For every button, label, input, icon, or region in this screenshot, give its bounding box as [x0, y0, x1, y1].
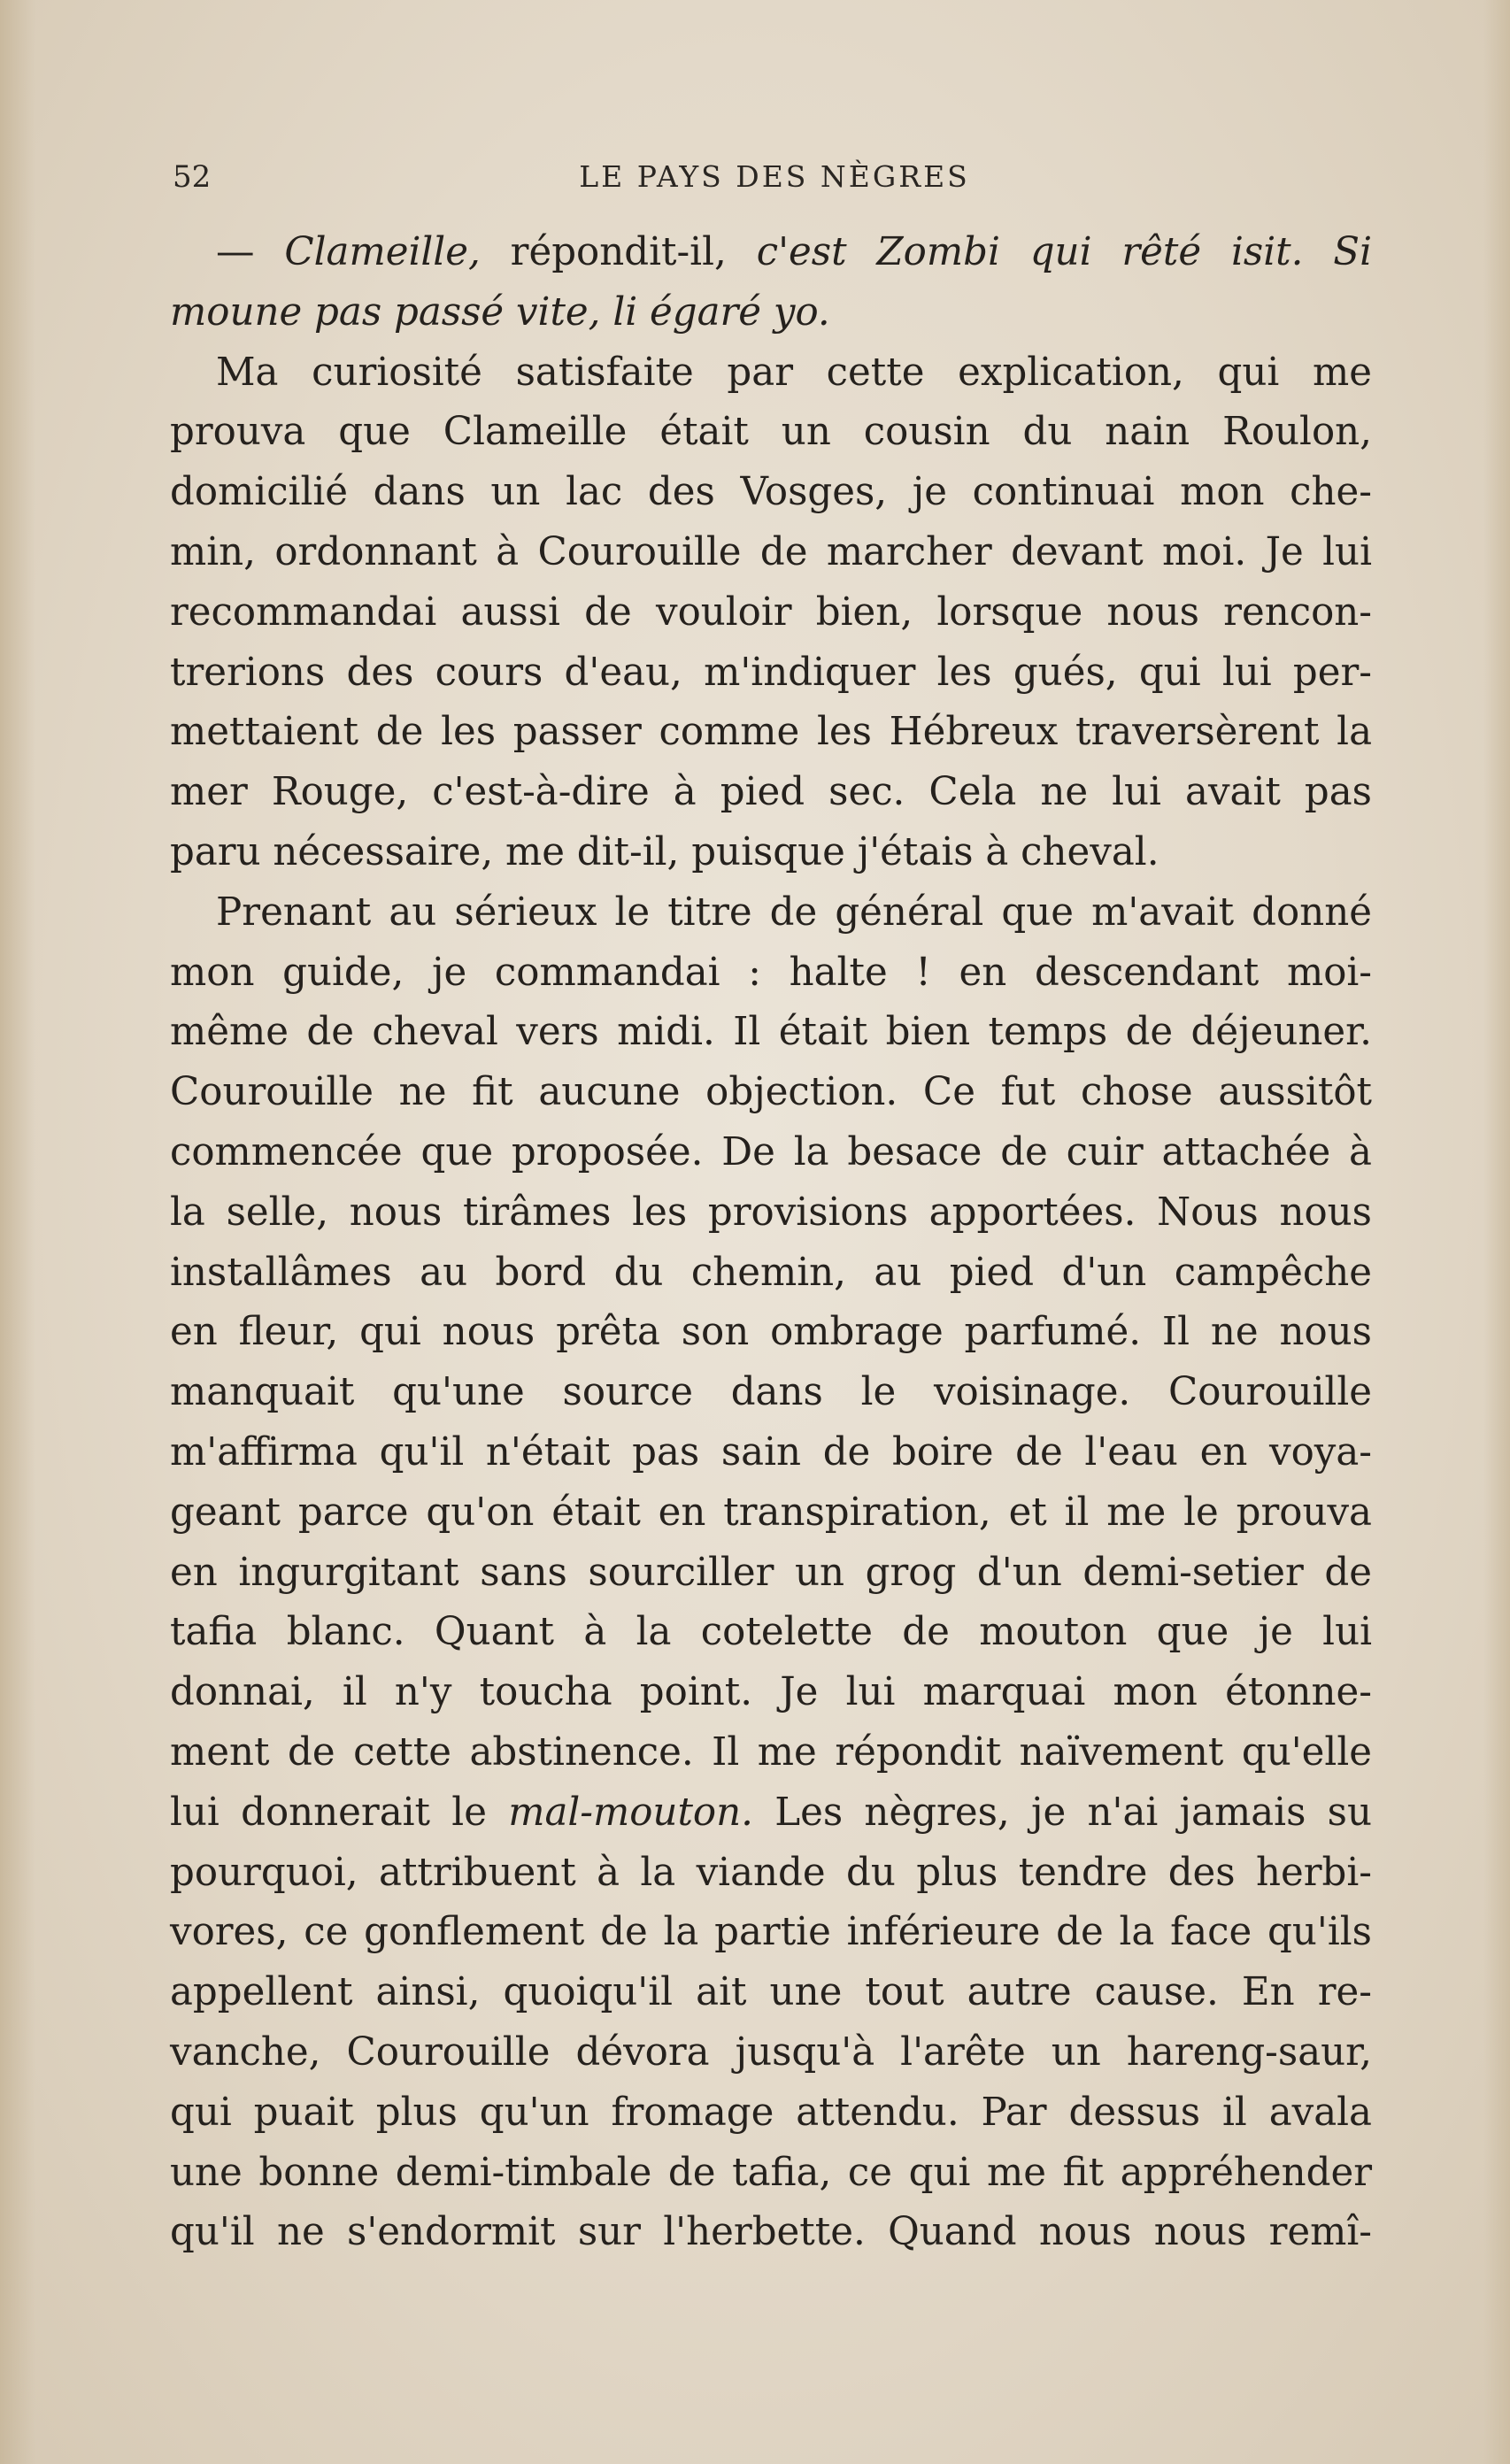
text-line: [170, 1423, 1372, 1483]
text-segment: qu'il ne s'endormit sur l'herbette. Quand nous nous remî-: [170, 2210, 1372, 2255]
text-line: [170, 463, 1372, 523]
text-line: [170, 1663, 1372, 1723]
text-line: [170, 1363, 1372, 1423]
text-line: [170, 1783, 1372, 1844]
text-segment: même de cheval vers midi. Il était bien temps de déjeuner.: [170, 1010, 1372, 1055]
text-segment: mal-mouton.: [508, 1790, 753, 1835]
text-line: [170, 1603, 1372, 1663]
text-segment: mettaient de les passer comme les Hébreux traversèrent la: [170, 710, 1372, 755]
text-line: [170, 1303, 1372, 1363]
text-line: [170, 1123, 1372, 1183]
page-left-shadow: [0, 0, 35, 2464]
text-line: [170, 823, 1372, 883]
text-line: [170, 343, 1372, 404]
text-segment: paru nécessaire, me dit-il, puisque j'étais à cheval.: [170, 829, 1159, 874]
text-line: [170, 583, 1372, 643]
text-line: [170, 2023, 1372, 2083]
text-line: [170, 1723, 1372, 1783]
text-line: [170, 2144, 1372, 2204]
text-line: [170, 703, 1372, 763]
text-segment: en ingurgitant sans sourciller un grog d'un demi-setier de: [170, 1550, 1372, 1595]
text-line: [170, 2083, 1372, 2144]
text-segment: —: [216, 230, 285, 274]
text-line: [170, 1963, 1372, 2023]
text-segment: une bonne demi-timbale de tafia, ce qui me fit appréhender: [170, 2150, 1372, 2195]
text-segment: lui donnerait le: [170, 1790, 509, 1835]
page-header: [173, 159, 1376, 204]
text-segment: Ma curiosité satisfaite par cette explication, qui me: [216, 350, 1372, 395]
text-segment: mer Rouge, c'est-à-dire à pied sec. Cela ne lui avait pas: [170, 770, 1372, 815]
text-line: [170, 1483, 1372, 1544]
text-segment: trerions des cours d'eau, m'indiquer les gués, qui lui per-: [170, 650, 1372, 695]
text-segment: ment de cette abstinence. Il me répondit naïvement qu'elle: [170, 1729, 1372, 1775]
text-line: [170, 1003, 1372, 1063]
text-segment: mon guide, je commandai : halte ! en descendant moi-: [170, 950, 1372, 995]
text-segment: Clameille,: [284, 230, 481, 274]
text-segment: qui puait plus qu'un fromage attendu. Par dessus il avala: [170, 2090, 1372, 2135]
text-segment: geant parce qu'on était en transpiration, et il me le prouva: [170, 1490, 1372, 1535]
text-line: [170, 943, 1372, 1004]
text-segment: pourquoi, attribuent à la viande du plus tendre des herbi-: [170, 1850, 1372, 1895]
text-segment: prouva que Clameille était un cousin du nain Roulon,: [170, 410, 1372, 455]
text-line: [170, 1544, 1372, 1604]
text-segment: la selle, nous tirâmes les provisions apportées. Nous nous: [170, 1190, 1372, 1235]
text-line: [170, 523, 1372, 583]
text-line: [170, 403, 1372, 463]
text-segment: appellent ainsi, quoiqu'il ait une tout autre cause. En re-: [170, 1970, 1372, 2015]
page-number: 52: [173, 159, 212, 195]
text-segment: m'affirma qu'il n'était pas sain de boire de l'eau en voya-: [170, 1429, 1372, 1475]
text-line: [170, 1063, 1372, 1123]
body-text: [170, 223, 1372, 2263]
text-segment: vores, ce gonflement de la partie inférieure de la face qu'ils: [170, 1910, 1372, 1955]
text-segment: c'est Zombi qui rêté isit. Si: [756, 230, 1372, 274]
text-line: [170, 883, 1372, 943]
page-right-shadow: [1483, 0, 1510, 2464]
text-line: [170, 763, 1372, 823]
text-segment: commencée que proposée. De la besace de cuir attachée à: [170, 1129, 1372, 1174]
running-title: LE PAYS DES NÈGRES: [579, 159, 970, 194]
text-segment: vanche, Courouille dévora jusqu'à l'arête un hareng-saur,: [170, 2029, 1372, 2075]
text-line: [170, 1844, 1372, 1904]
text-segment: domicilié dans un lac des Vosges, je continuai mon che-: [170, 470, 1372, 515]
text-line: [170, 1903, 1372, 1963]
text-segment: répondit-il,: [480, 230, 757, 274]
text-line: [170, 283, 1372, 343]
text-segment: tafia blanc. Quant à la cotelette de mouton que je lui: [170, 1610, 1372, 1655]
text-segment: Prenant au sérieux le titre de général que m'avait donné: [216, 889, 1372, 935]
text-line: [170, 1183, 1372, 1244]
text-line: [170, 223, 1372, 283]
text-segment: installâmes au bord du chemin, au pied d'un campêche: [170, 1250, 1372, 1295]
text-segment: manquait qu'une source dans le voisinage. Courouille: [170, 1370, 1372, 1415]
text-line: [170, 643, 1372, 704]
text-line: [170, 2203, 1372, 2263]
text-segment: recommandai aussi de vouloir bien, lorsque nous rencon-: [170, 589, 1372, 635]
text-segment: moune pas passé vite, li égaré yo.: [170, 289, 830, 335]
text-segment: en fleur, qui nous prêta son ombrage parfumé. Il ne nous: [170, 1310, 1372, 1355]
text-segment: donnai, il n'y toucha point. Je lui marquai mon étonne-: [170, 1670, 1372, 1715]
text-segment: min, ordonnant à Courouille de marcher devant moi. Je lui: [170, 529, 1372, 574]
text-segment: Les nègres, je n'ai jamais su: [752, 1790, 1372, 1835]
text-segment: Courouille ne fit aucune objection. Ce fut chose aussitôt: [170, 1070, 1372, 1115]
text-line: [170, 1244, 1372, 1304]
